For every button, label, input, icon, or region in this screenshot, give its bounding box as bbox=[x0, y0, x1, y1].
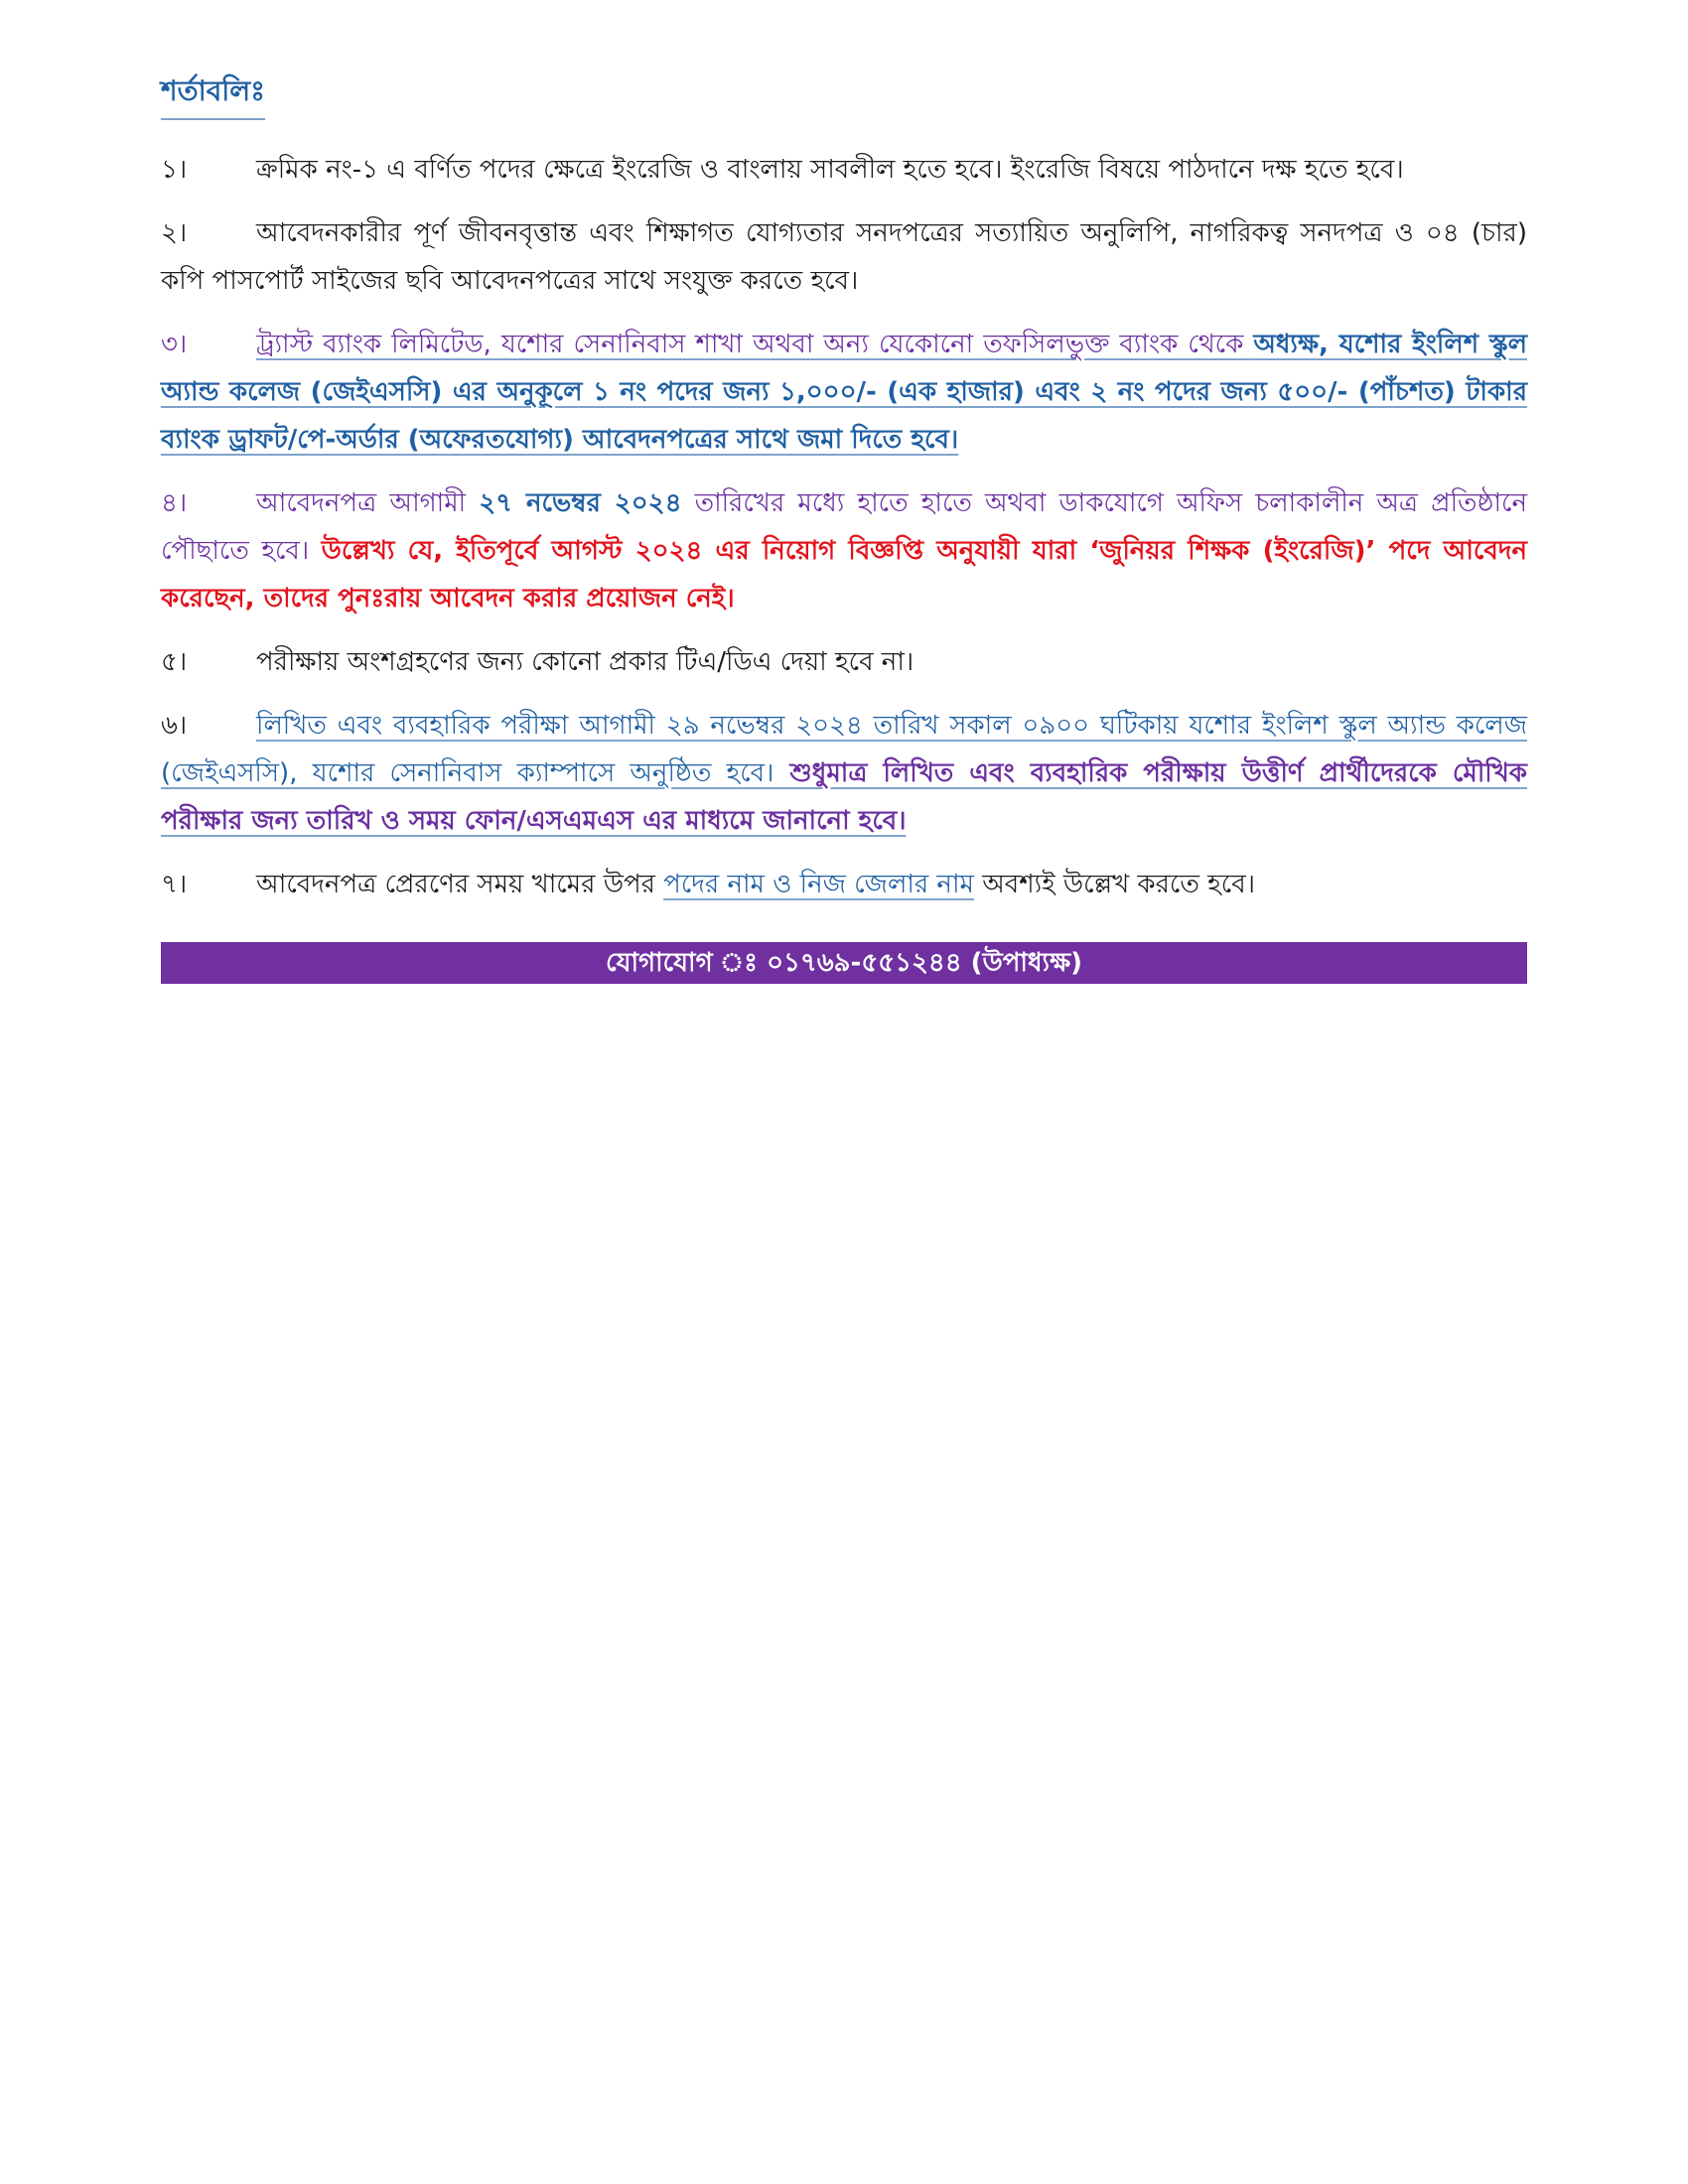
conditions-heading: শর্তাবলিঃ bbox=[161, 69, 265, 120]
envelope-intro: আবেদনপত্র প্রেরণের সময় খামের উপর bbox=[256, 870, 664, 899]
exam-schedule-text: লিখিত এবং ব্যবহারিক পরীক্ষা আগামী ২৯ নভেম্বর ২০২৪ তারিখ সকাল ০৯০০ ঘটিকায় যশোর ইংলিশ স্কুল অ্যান্ড কলেজ (জেইএসসি), যশোর সেনানিবাস ক্যাম্পাসে অনুষ্ঠিত হবে। bbox=[161, 711, 1527, 788]
item-number: ১। bbox=[161, 155, 188, 185]
item-number: ২। bbox=[161, 218, 188, 248]
condition-item-1 bbox=[161, 146, 1527, 194]
item-number: ৫। bbox=[161, 647, 188, 677]
item-text bbox=[161, 479, 1527, 622]
deadline-intro: আবেদনপত্র আগামী bbox=[256, 488, 480, 518]
viva-notice-text: শুধুমাত্র লিখিত এবং ব্যবহারিক পরীক্ষায় উত্তীর্ণ প্রার্থীদেরকে মৌখিক পরীক্ষার জন্য তারিখ ও সময় ফোন/এসএমএস এর মাধ্যমে জানানো হবে। bbox=[161, 758, 1527, 836]
deadline-instructions: তারিখের মধ্যে হাতে হাতে অথবা ডাকযোগে অফিস চলাকালীন অত্র প্রতিষ্ঠানে পৌছাতে হবে। bbox=[161, 488, 1527, 566]
deadline-date: ২৭ নভেম্বর ২০২৪ bbox=[479, 488, 682, 518]
item-text: ক্রমিক নং-১ এ বর্ণিত পদের ক্ষেত্রে ইংরেজি ও বাংলায় সাবলীল হতে হবে। ইংরেজি বিষয়ে পাঠদানে দক্ষ হতে হবে। bbox=[256, 155, 1404, 185]
item-text: আবেদনকারীর পূর্ণ জীবনবৃত্তান্ত এবং শিক্ষাগত যোগ্যতার সনদপত্রের সত্যায়িত অনুলিপি, নাগরিকত্ব সনদপত্র ও ০৪ (চার) কপি পাসপোর্ট সাইজের ছবি আবেদনপত্রের সাথে সংযুক্ত করতে হবে। bbox=[161, 218, 1527, 296]
item-text bbox=[161, 321, 1527, 464]
item-text bbox=[256, 861, 1527, 908]
envelope-outro: অবশ্যই উল্লেখ করতে হবে। bbox=[973, 870, 1256, 899]
condition-item-7 bbox=[161, 861, 1527, 908]
condition-item-5 bbox=[161, 638, 1527, 686]
condition-item-4 bbox=[161, 479, 1527, 622]
bank-instruction-text: ট্র্যাস্ট ব্যাংক লিমিটেড, যশোর সেনানিবাস শাখা অথবা অন্য যেকোনো তফসিলভুক্ত ব্যাংক থেকে bbox=[256, 330, 1254, 359]
condition-item-6 bbox=[161, 702, 1527, 845]
item-number: ৭। bbox=[161, 870, 188, 899]
bank-draft-details: অধ্যক্ষ, যশোর ইংলিশ স্কুল অ্যান্ড কলেজ (জেইএসসি) এর অনুকূলে ১ নং পদের জন্য ১,০০০/- (এক হাজার) এবং ২ নং পদের জন্য ৫০০/- (পাঁচশত) টাকার ব্যাংক ড্রাফট/পে-অর্ডার (অফেরতযোগ্য) আবেদনপত্রের সাথে জমা দিতে হবে। bbox=[161, 330, 1527, 455]
item-text bbox=[161, 702, 1527, 845]
item-number: ৬। bbox=[161, 711, 188, 741]
item-number: ৪। bbox=[161, 488, 188, 518]
item-number: ৩। bbox=[161, 330, 188, 359]
item-text: পরীক্ষায় অংশগ্রহণের জন্য কোনো প্রকার টিএ/ডিএ দেয়া হবে না। bbox=[256, 647, 914, 677]
document-page bbox=[161, 69, 1527, 984]
previous-applicants-note: উল্লেখ্য যে, ইতিপূর্বে আগস্ট ২০২৪ এর নিয়োগ বিজ্ঞপ্তি অনুযায়ী যারা ‘জুনিয়র শিক্ষক (ইংরেজি)’ পদে আবেদন করেছেন, তাদের পুনঃরায় আবেদন করার প্রয়োজন নেই। bbox=[161, 536, 1527, 614]
condition-item-3 bbox=[161, 321, 1527, 464]
contact-bar: যোগাযোগ ঃ ০১৭৬৯-৫৫১২৪৪ (উপাধ্যক্ষ) bbox=[161, 942, 1527, 984]
envelope-required-info: পদের নাম ও নিজ জেলার নাম bbox=[663, 870, 974, 899]
condition-item-2 bbox=[161, 209, 1527, 305]
